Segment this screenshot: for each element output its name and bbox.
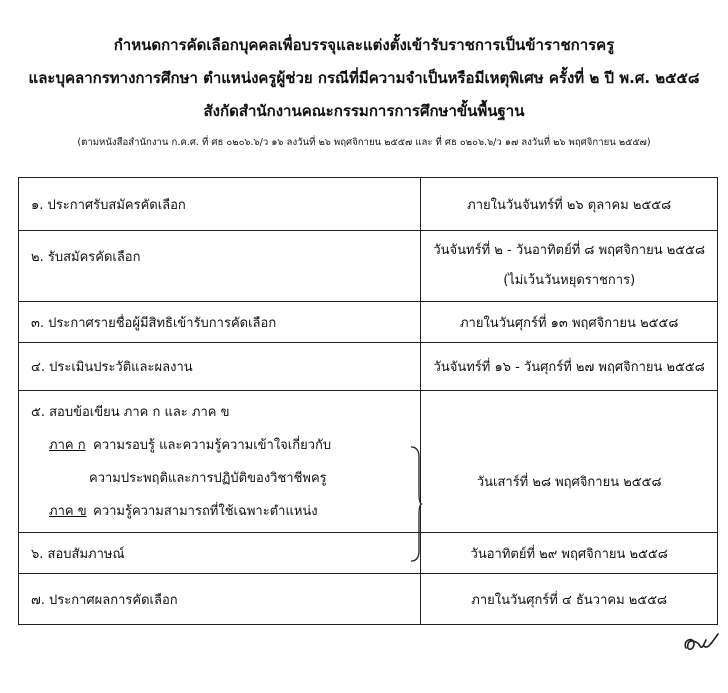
written-exam-cell [19,391,421,533]
table-row [19,574,718,625]
document-title-line-3: สังกัดสำนักงานคณะกรรมการการศึกษาขั้นพื้นฐาน [203,102,525,120]
part-a-line [31,429,408,462]
table-row [19,343,718,391]
schedule-table [18,177,718,625]
part-a-text: ความรอบรู้ และความรู้ความเข้าใจเกี่ยวกับ [93,437,332,453]
part-b-line [31,495,408,528]
table-row [19,178,718,231]
table-row [19,533,718,574]
table-row [19,302,718,343]
schedule-date: ภายในวันจันทร์ที่ ๒๖ ตุลาคม ๒๕๕๘ [421,178,718,231]
document-title-line-2: และบุคลากรทางการศึกษา ตำแหน่งครูผู้ช่วย กรณีที่มีความจำเป็นหรือมีเหตุพิเศษ ครั้งที่ ๒ ปี พ.ศ. ๒๕๕๘ [28,69,700,87]
part-a-continued [31,462,408,495]
part-b-label: ภาค ข [49,503,87,519]
curly-brace-icon [410,445,422,563]
schedule-item: ๗. ประกาศผลการคัดเลือก [19,574,421,625]
schedule-item: ๖. สอบสัมภาษณ์ [19,533,421,574]
table-row [19,231,718,302]
schedule-date: ภายในวันศุกร์ที่ ๑๓ พฤศจิกายน ๒๕๕๘ [421,302,718,343]
part-b-text: ความรู้ความสามารถที่ใช้เฉพาะตำแหน่ง [93,503,318,519]
part-a-label: ภาค ก [49,437,86,453]
schedule-date-note: (ไม่เว้นวันหยุดราชการ) [503,273,636,288]
schedule-date: วันจันทร์ที่ ๒ - วันอาทิตย์ที่ ๘ พฤศจิกายน ๒๕๕๘ [433,243,705,258]
schedule-date: วันเสาร์ที่ ๒๘ พฤศจิกายน ๒๕๕๘ [421,391,718,533]
schedule-date-cell [421,231,718,302]
schedule-date: วันอาทิตย์ที่ ๒๙ พฤศจิกายน ๒๕๕๘ [421,533,718,574]
schedule-item: ๑. ประกาศรับสมัครคัดเลือก [19,178,421,231]
schedule-item: ๕. สอบข้อเขียน ภาค ก และ ภาค ข [31,404,230,420]
reference-note: (ตามหนังสือสำนักงาน ก.ค.ศ. ที่ ศธ ๐๒๐๖.๖/ว ๑๖ ลงวันที่ ๒๖ พฤศจิกายน ๒๕๕๗ และ ที่ ศธ ๐๒๐๖.๖/ว ๑๗ ลงวันที่ ๒๖ พฤศจิกายน ๒๕๕๗) [77,137,651,148]
table-row [19,391,718,533]
schedule-date: ภายในวันศุกร์ที่ ๔ ธันวาคม ๒๕๕๘ [421,574,718,625]
schedule-item: ๔. ประเมินประวัติและผลงาน [19,343,421,391]
schedule-item: ๒. รับสมัครคัดเลือก [19,231,421,302]
part-a-text-2: ความประพฤติและการปฏิบัติของวิชาชีพครู [89,470,327,486]
document-title-line-1: กำหนดการคัดเลือกบุคคลเพื่อบรรจุและแต่งตั้งเข้ารับราชการเป็นข้าราชการครู [113,36,615,54]
schedule-item: ๓. ประกาศรายชื่อผู้มีสิทธิเข้ารับการคัดเลือก [19,302,421,343]
signature-icon [680,628,720,658]
schedule-date: วันจันทร์ที่ ๑๖ - วันศุกร์ที่ ๒๗ พฤศจิกายน ๒๕๕๘ [421,343,718,391]
